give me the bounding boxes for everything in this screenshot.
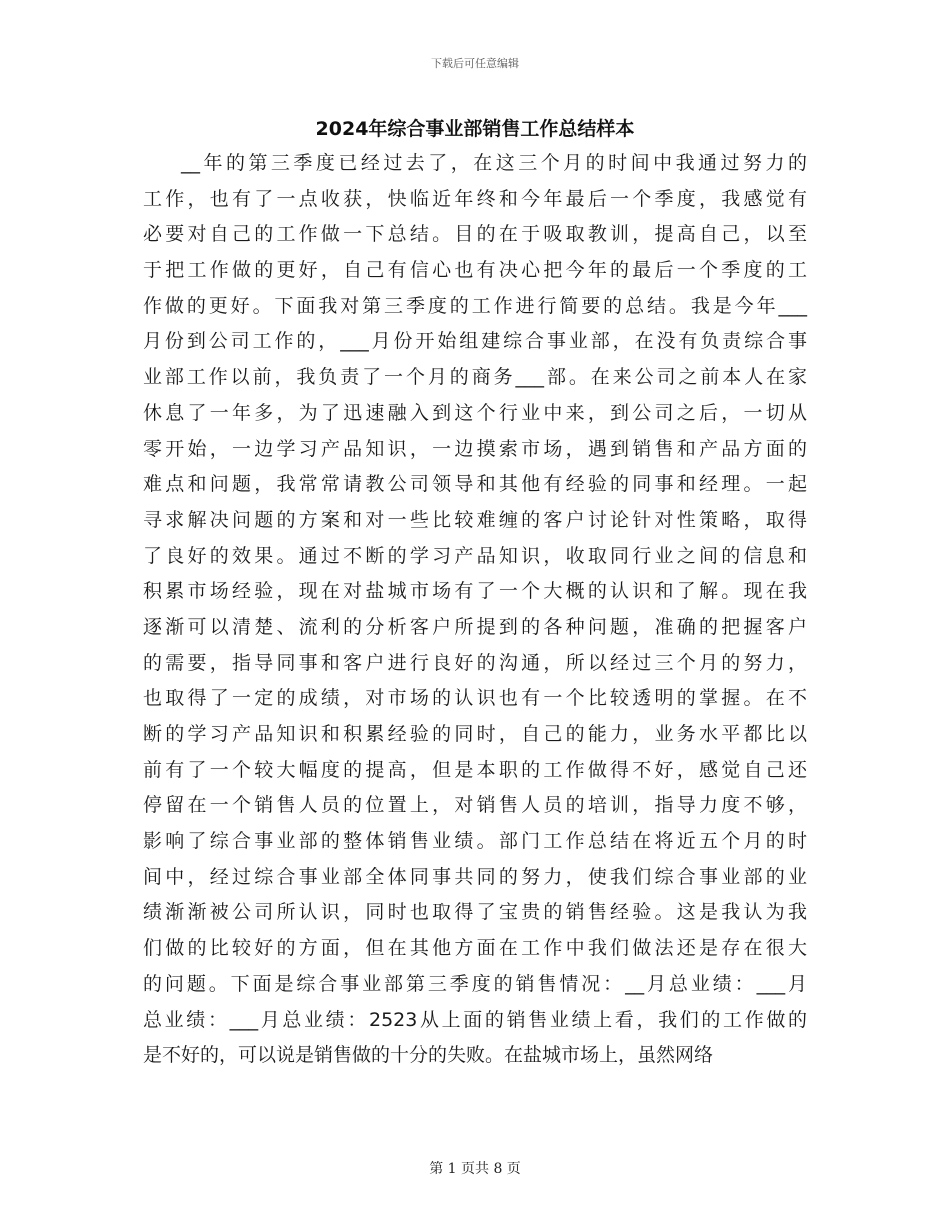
body-line: 必要对自己的工作做一下总结。目的在于吸取教训，提高自己，以至 bbox=[143, 223, 807, 246]
document-title: 2024年综合事业部销售工作总结样本 bbox=[315, 118, 635, 140]
body-line: 作做的更好。下面我对第三季度的工作进行简要的总结。我是今年___ bbox=[143, 294, 807, 317]
body-line: 停留在一个销售人员的位置上，对销售人员的培训，指导力度不够， bbox=[143, 794, 807, 817]
body-line: 影响了综合事业部的整体销售业绩。部门工作总结在将近五个月的时 bbox=[143, 830, 807, 853]
body-line: 了良好的效果。通过不断的学习产品知识，收取同行业之间的信息和 bbox=[143, 544, 807, 567]
body-line: 月份到公司工作的，___月份开始组建综合事业部，在没有负责综合事 bbox=[143, 330, 807, 353]
body-line: __年的第三季度已经过去了，在这三个月的时间中我通过努力的 bbox=[181, 152, 807, 174]
header-note: 下载后可任意编辑 bbox=[431, 57, 519, 70]
page-indicator: 第 1 页共 8 页 bbox=[429, 1161, 521, 1177]
body-line: 的需要，指导同事和客户进行良好的沟通，所以经过三个月的努力， bbox=[143, 651, 807, 674]
body-line: 也取得了一定的成绩，对市场的认识也有一个比较透明的掌握。在不 bbox=[143, 687, 807, 710]
body-line: 难点和问题，我常常请教公司领导和其他有经验的同事和经理。一起 bbox=[143, 473, 807, 496]
body-line: 休息了一年多，为了迅速融入到这个行业中来，到公司之后，一切从 bbox=[143, 401, 807, 424]
body-line: 逐渐可以清楚、流利的分析客户所提到的各种问题，准确的把握客户 bbox=[143, 615, 807, 638]
body-line: 的问题。下面是综合事业部第三季度的销售情况：__月总业绩：___月 bbox=[143, 972, 807, 995]
body-line: 积累市场经验，现在对盐城市场有了一个大概的认识和了解。现在我 bbox=[143, 580, 807, 603]
document-body bbox=[143, 146, 807, 1074]
body-line: 前有了一个较大幅度的提高，但是本职的工作做得不好，感觉自己还 bbox=[143, 758, 807, 781]
body-line: 断的学习产品知识和积累经验的同时，自己的能力，业务水平都比以 bbox=[143, 723, 807, 745]
body-line: 零开始，一边学习产品知识，一边摸索市场，遇到销售和产品方面的 bbox=[143, 437, 807, 460]
body-line: 们做的比较好的方面，但在其他方面在工作中我们做法还是存在很大 bbox=[143, 937, 807, 960]
body-line: 工作，也有了一点收获，快临近年终和今年最后一个季度，我感觉有 bbox=[143, 187, 807, 210]
body-line: 间中，经过综合事业部全体同事共同的努力，使我们综合事业部的业 bbox=[143, 865, 807, 888]
body-line: 于把工作做的更好，自己有信心也有决心把今年的最后一个季度的工 bbox=[143, 259, 807, 282]
body-line: 总业绩：___月总业绩：2523从上面的销售业绩上看，我们的工作做的 bbox=[143, 1008, 807, 1031]
body-line: 是不好的，可以说是销售做的十分的失败。在盐城市场上，虽然网络 bbox=[143, 1044, 714, 1067]
body-line: 业部工作以前，我负责了一个月的商务___部。在来公司之前本人在家 bbox=[143, 366, 807, 389]
body-line: 绩渐渐被公司所认识，同时也取得了宝贵的销售经验。这是我认为我 bbox=[143, 901, 807, 924]
body-line: 寻求解决问题的方案和对一些比较难缠的客户讨论针对性策略，取得 bbox=[143, 508, 807, 531]
